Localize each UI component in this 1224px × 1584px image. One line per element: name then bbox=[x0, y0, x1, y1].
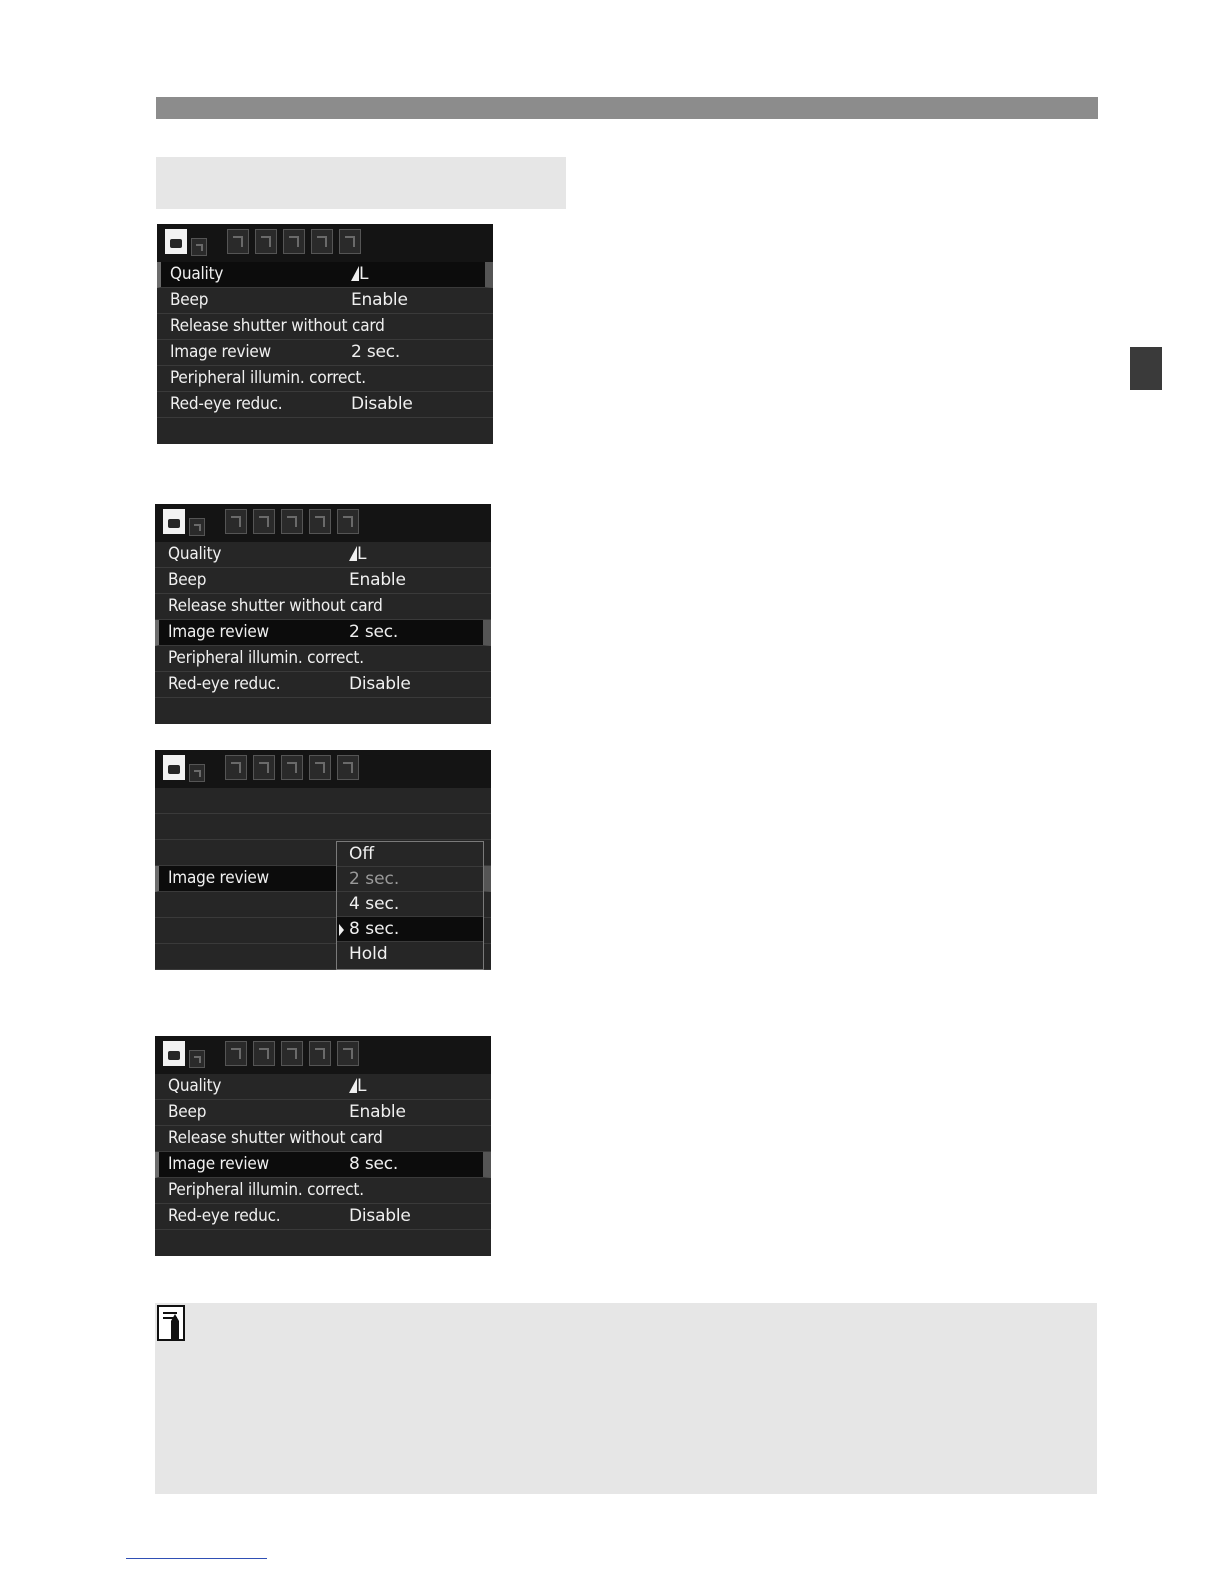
playback-menu-2-icon[interactable] bbox=[253, 509, 275, 534]
menu-item-quality[interactable] bbox=[157, 262, 493, 288]
menu-item-image-review[interactable] bbox=[157, 340, 493, 366]
menu-item-value: 2 sec. bbox=[351, 342, 401, 362]
menu-tab-bar bbox=[155, 750, 491, 788]
menu-item-peripheral-illumination[interactable] bbox=[155, 1178, 491, 1204]
setup-menu-1-icon[interactable] bbox=[281, 755, 303, 780]
large-fine-quality-icon bbox=[349, 1078, 357, 1093]
menu-item-release-shutter[interactable] bbox=[155, 1126, 491, 1152]
menu-item-value: 8 sec. bbox=[349, 1154, 399, 1174]
menu-item-value: 2 sec. bbox=[349, 622, 399, 642]
menu-item-red-eye[interactable] bbox=[155, 1204, 491, 1230]
memo-note-icon bbox=[157, 1305, 185, 1341]
playback-menu-2-icon[interactable] bbox=[253, 755, 275, 780]
section-title-box bbox=[156, 157, 566, 209]
setup-menu-3-icon[interactable] bbox=[337, 1041, 359, 1066]
large-fine-quality-icon bbox=[351, 266, 359, 281]
menu-item-value: Enable bbox=[351, 290, 408, 310]
menu-item-image-review[interactable] bbox=[155, 620, 491, 646]
playback-menu-1-icon[interactable] bbox=[225, 1041, 247, 1066]
menu-item-label: Red-eye reduc. bbox=[168, 1206, 281, 1226]
menu-item-red-eye[interactable] bbox=[155, 672, 491, 698]
menu-item-label: Quality bbox=[168, 1076, 222, 1096]
camera-menu-screen-3 bbox=[155, 750, 491, 970]
menu-item-value: L bbox=[349, 544, 366, 564]
shooting-menu-2-icon[interactable] bbox=[189, 1050, 205, 1068]
menu-row-empty bbox=[155, 814, 491, 840]
note-box bbox=[155, 1303, 1097, 1494]
menu-item-label: Image review bbox=[170, 342, 271, 362]
option-4-sec[interactable]: 4 sec. bbox=[337, 892, 483, 917]
menu-item-label: Image review bbox=[168, 1154, 269, 1174]
shooting-menu-2-icon[interactable] bbox=[189, 518, 205, 536]
menu-item-release-shutter[interactable] bbox=[155, 594, 491, 620]
shooting-menu-1-icon[interactable] bbox=[163, 509, 185, 534]
setup-menu-2-icon[interactable] bbox=[309, 509, 331, 534]
menu-item-label: Red-eye reduc. bbox=[170, 394, 283, 414]
setup-menu-2-icon[interactable] bbox=[311, 229, 333, 254]
setup-menu-1-icon[interactable] bbox=[283, 229, 305, 254]
menu-item-beep[interactable] bbox=[155, 1100, 491, 1126]
menu-item-label: Peripheral illumin. correct. bbox=[170, 368, 366, 388]
camera-menu-screen-2 bbox=[155, 504, 491, 724]
menu-item-label: Beep bbox=[168, 1102, 207, 1122]
menu-item-release-shutter[interactable] bbox=[157, 314, 493, 340]
playback-menu-2-icon[interactable] bbox=[253, 1041, 275, 1066]
menu-item-peripheral-illumination[interactable] bbox=[155, 646, 491, 672]
image-review-options-list bbox=[336, 841, 484, 970]
menu-item-peripheral-illumination[interactable] bbox=[157, 366, 493, 392]
menu-tab-bar bbox=[157, 224, 493, 262]
playback-menu-1-icon[interactable] bbox=[225, 509, 247, 534]
menu-item-beep[interactable] bbox=[157, 288, 493, 314]
menu-item-image-review[interactable] bbox=[155, 1152, 491, 1178]
footer-link-underline[interactable] bbox=[126, 1558, 267, 1559]
shooting-menu-1-icon[interactable] bbox=[165, 229, 187, 254]
option-8-sec[interactable]: 8 sec. bbox=[337, 917, 483, 942]
camera-menu-screen-1 bbox=[157, 224, 493, 444]
large-fine-quality-icon bbox=[349, 546, 357, 561]
menu-item-quality[interactable] bbox=[155, 1074, 491, 1100]
setup-menu-3-icon[interactable] bbox=[339, 229, 361, 254]
menu-row-empty bbox=[155, 788, 491, 814]
menu-item-value: Enable bbox=[349, 1102, 406, 1122]
menu-item-red-eye[interactable] bbox=[157, 392, 493, 418]
menu-item-label: Red-eye reduc. bbox=[168, 674, 281, 694]
shooting-menu-1-icon[interactable] bbox=[163, 1041, 185, 1066]
menu-item-label: Release shutter without card bbox=[168, 1128, 383, 1148]
menu-item-value: Disable bbox=[351, 394, 413, 414]
menu-item-label: Beep bbox=[168, 570, 207, 590]
menu-item-label: Quality bbox=[170, 264, 224, 284]
menu-item-value: Disable bbox=[349, 674, 411, 694]
setup-menu-2-icon[interactable] bbox=[309, 755, 331, 780]
menu-item-label: Peripheral illumin. correct. bbox=[168, 648, 364, 668]
menu-item-label: Release shutter without card bbox=[168, 596, 383, 616]
shooting-menu-2-icon[interactable] bbox=[189, 764, 205, 782]
menu-item-label: Release shutter without card bbox=[170, 316, 385, 336]
option-2-sec[interactable]: 2 sec. bbox=[337, 867, 483, 892]
playback-menu-1-icon[interactable] bbox=[225, 755, 247, 780]
setup-menu-2-icon[interactable] bbox=[309, 1041, 331, 1066]
menu-item-value: Disable bbox=[349, 1206, 411, 1226]
playback-menu-2-icon[interactable] bbox=[255, 229, 277, 254]
camera-menu-screen-4 bbox=[155, 1036, 491, 1256]
setup-menu-1-icon[interactable] bbox=[281, 1041, 303, 1066]
menu-item-label: Peripheral illumin. correct. bbox=[168, 1180, 364, 1200]
menu-item-label: Quality bbox=[168, 544, 222, 564]
menu-tab-bar bbox=[155, 1036, 491, 1074]
option-off[interactable]: Off bbox=[337, 842, 483, 867]
playback-menu-1-icon[interactable] bbox=[227, 229, 249, 254]
menu-item-label: Image review bbox=[168, 622, 269, 642]
shooting-menu-2-icon[interactable] bbox=[191, 238, 207, 256]
menu-item-beep[interactable] bbox=[155, 568, 491, 594]
chapter-index-tab bbox=[1130, 347, 1162, 390]
menu-tab-bar bbox=[155, 504, 491, 542]
shooting-menu-1-icon[interactable] bbox=[163, 755, 185, 780]
menu-item-value: L bbox=[351, 264, 368, 284]
setup-menu-3-icon[interactable] bbox=[337, 755, 359, 780]
page-header-bar bbox=[156, 97, 1098, 119]
setup-menu-3-icon[interactable] bbox=[337, 509, 359, 534]
menu-item-value: L bbox=[349, 1076, 366, 1096]
menu-item-label: Beep bbox=[170, 290, 209, 310]
menu-item-value: Enable bbox=[349, 570, 406, 590]
menu-item-quality[interactable] bbox=[155, 542, 491, 568]
menu-item-label: Image review bbox=[168, 868, 269, 888]
setup-menu-1-icon[interactable] bbox=[281, 509, 303, 534]
option-hold[interactable]: Hold bbox=[349, 944, 388, 964]
